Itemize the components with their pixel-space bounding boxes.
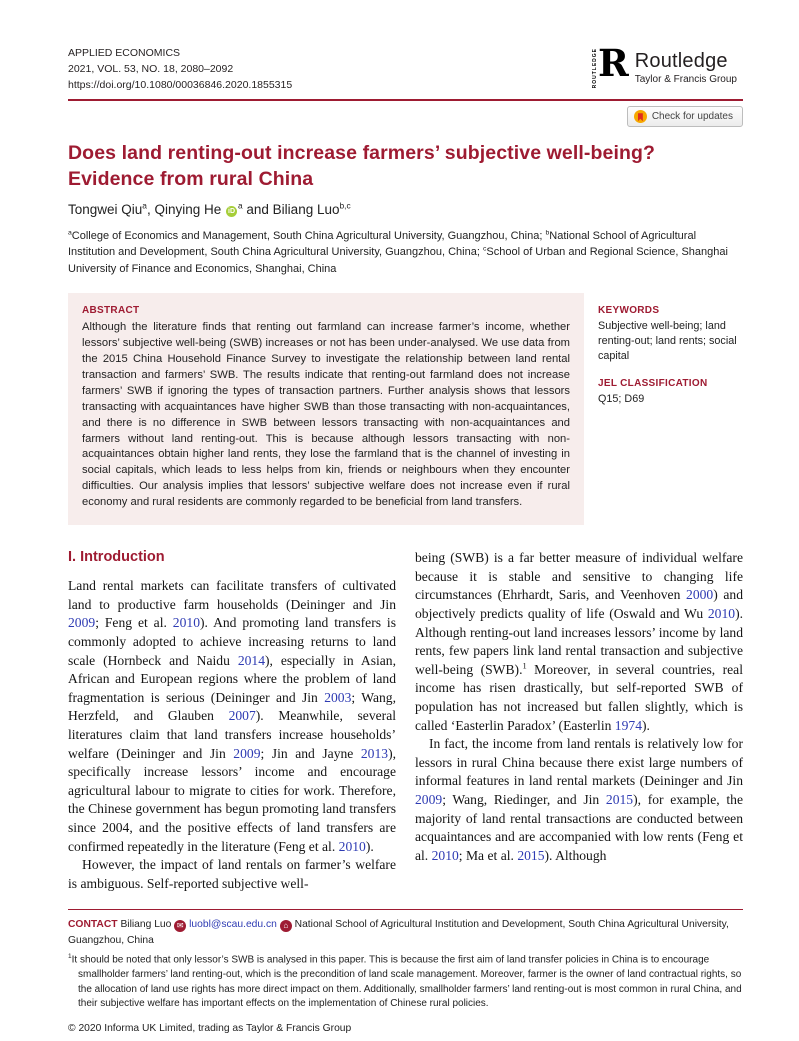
text-run: being (SWB) is a far better measure of individual welfare because it is stable and sensitive to changing life circumstances (Ehrhardt, Saris, and Veenhoven	[415, 550, 743, 603]
routledge-logo-text	[635, 46, 737, 85]
crossmark-icon	[634, 110, 647, 123]
citation-link[interactable]: 2009	[233, 745, 261, 761]
paragraph	[415, 549, 743, 735]
keywords-text: Subjective well-being; land renting-out; land rents; social capital	[598, 320, 737, 363]
check-for-updates-button[interactable]	[627, 106, 743, 127]
paragraph	[68, 577, 396, 856]
footer	[68, 917, 743, 1036]
superscript: c	[482, 245, 487, 253]
citation-link[interactable]: 2015	[517, 847, 545, 863]
routledge-vertical-text: ROUTLEDGE	[591, 48, 598, 89]
abstract-heading: ABSTRACT	[82, 305, 140, 317]
citation-link[interactable]: 2010	[707, 605, 736, 621]
text-run: ; Ma et al.	[458, 847, 518, 863]
text-run: ; Wang, Herzfeld, and Glauben	[68, 689, 397, 724]
text-run: ; Jin and Jayne	[260, 745, 361, 761]
routledge-logo-mark	[591, 41, 629, 89]
superscript: a	[142, 200, 147, 211]
publisher-name: Routledge	[634, 50, 728, 72]
text-run: ). And promoting land transfers is commonly adopted to achieve increasing returns to land scale (Hornbeck and Naidu	[68, 615, 396, 668]
text-run: National School of Agricultural Institution and Development, South China Agricultural University, Guangzhou, China;	[68, 229, 697, 259]
keywords-column	[598, 293, 743, 525]
author-line	[68, 202, 743, 217]
paragraph	[68, 856, 396, 893]
abstract-text: Although the literature finds that renting out farmland can increase farmer’s income, whether lessors’ subjective well-being (SWB) increases or not has been under-analysed. We use data from the 2015 China Household Finance Survey to investigate the relationship between land rental transaction and farmers’ SWB. The results indicate that renting-out farmland does not increase farmers’ SWB if ignoring the types of transaction partners. Further analysis shows that lessors transacting with acquaintances have higher SWB than those transacting with non-acquaintances, and there is no difference in SWB between lessors transacting with non-acquaintances and farmers without land renting-out. This is because although lessors transacting with non-acquaintances obtain higher land rents, they lose the farmland that is the channel of investing in social capitals, which leads to less helps from kin, friends or neighbours when they encounter difficulties. Our analysis implies that lessors’ subjective welfare does not increase even if rural economy and rural residents are commonly regarded to be beneficial from land transfers.	[82, 321, 570, 509]
contact-line	[68, 917, 743, 948]
text-run: School of Urban and Regional Science, Shanghai University of Finance and Economics, Shanghai, China	[68, 246, 728, 275]
citation-link[interactable]: 2010	[172, 615, 200, 631]
abstract-box	[68, 293, 584, 525]
text-run: Land rental markets can facilitate transfers of cultivated land to productive farm households (Deininger and Jin	[68, 578, 396, 612]
text-run: Moreover, in several countries, real income has risen drastically, but self-reported SWB of population has not increased but fallen slightly, which is called ‘Easterlin Paradox’ (Easterlin	[415, 661, 743, 733]
article-title: Does land renting-out increase farmers’ subjective well-being? Evidence from rural China	[68, 142, 656, 190]
header-divider	[68, 99, 743, 101]
text-run: and Biliang Luo	[242, 201, 340, 217]
journal-info	[68, 46, 292, 93]
contact-label: CONTACT	[68, 919, 118, 931]
text-run: ), for example, the majority of land rental transactions are conducted between acquaintances and are accompanied with low rents (Feng et al.	[415, 792, 743, 863]
superscript: b,c	[339, 200, 351, 211]
text-run: In fact, the income from land rentals is relatively low for lessors in rural China because there exist large numbers of informal features in land rental markets (Deininger and Jin	[415, 736, 743, 789]
jel-block	[598, 378, 743, 407]
footnote	[68, 952, 743, 1011]
citation-link[interactable]: 1974	[614, 717, 642, 733]
text-run: ; Feng et al.	[95, 615, 173, 631]
journal-header	[68, 41, 743, 93]
superscript: b	[545, 229, 550, 237]
text-run: However, the impact of land rentals on farmer’s welfare is ambiguous. Self-reported subjective well-	[68, 857, 396, 891]
check-for-updates-label: Check for updates	[651, 111, 733, 123]
check-updates-row	[68, 106, 743, 127]
text-run: ) and objectively predicts quality of life (Oswald and Wu	[415, 587, 743, 621]
right-column	[415, 549, 743, 893]
journal-issue-line: 2021, VOL. 53, NO. 18, 2080–2092	[68, 62, 234, 75]
right-column-paragraphs	[415, 549, 743, 865]
jel-text: Q15; D69	[598, 392, 645, 405]
text-run: Biliang Luo	[117, 919, 175, 931]
citation-link[interactable]: 2010	[338, 838, 366, 854]
section-heading-introduction: I. Introduction	[68, 549, 165, 566]
mail-icon: ✉	[174, 920, 186, 932]
footnote-text: It should be noted that only lessor’s SWB is analysed in this paper. This is because the first aim of land transfer policies in China is to encourage smallholder farmers’ land renting-out, which is the precondition of land scale management. Moreover, farmer is the owner of land contractual rights, so the allocation of land use rights has more direct impact on them. Additionally, smallholder farmers’ land renting-out is most common in rural China, and their subjective welfare has important effects on the implementation of Chinese rural policies.	[71, 954, 742, 1010]
citation-link[interactable]: 2013	[360, 745, 389, 761]
body-columns	[68, 549, 743, 893]
routledge-r-glyph: R	[597, 41, 629, 85]
publisher-group: Taylor & Francis Group	[634, 74, 737, 85]
text-run: ), especially in Asian, African and European regions where the problem of land fragmentation is serious (Deininger and Jin	[68, 652, 396, 705]
superscript: a	[238, 200, 243, 211]
citation-link[interactable]: 2010	[431, 847, 459, 863]
citation-link[interactable]: 2014	[237, 652, 266, 668]
citation-link[interactable]: 2003	[324, 689, 352, 705]
citation-link[interactable]: 2007	[228, 708, 256, 724]
jel-heading: JEL CLASSIFICATION	[598, 377, 708, 389]
doi-link[interactable]: https://doi.org/10.1080/00036846.2020.1855315	[68, 78, 293, 91]
text-run: , Qinying He	[146, 201, 225, 217]
citation-link[interactable]: 2015	[605, 792, 634, 808]
left-column	[68, 549, 396, 893]
journal-title: APPLIED ECONOMICS	[68, 47, 181, 59]
text-run: ).	[365, 838, 374, 854]
text-run: ). Meanwhile, several literatures claim that land transfers increase households’ welfare (Deininger and Jin	[68, 708, 397, 761]
affiliations	[68, 228, 743, 278]
email-link[interactable]: luobl@scau.edu.cn	[189, 919, 277, 931]
superscript: a	[68, 229, 72, 237]
citation-link[interactable]: 2009	[415, 792, 443, 808]
text-run: ).	[641, 717, 650, 733]
orcid-icon[interactable]: iD	[228, 207, 235, 215]
copyright-line: © 2020 Informa UK Limited, trading as Taylor & Francis Group	[68, 1022, 352, 1034]
text-run: ). Although	[544, 847, 607, 863]
superscript: 1	[522, 660, 527, 671]
abstract-row	[68, 293, 743, 525]
text-run: Tongwei Qiu	[68, 201, 143, 217]
text-run: ; Wang, Riedinger, and Jin	[442, 792, 606, 808]
left-column-paragraphs	[68, 577, 396, 893]
routledge-logo	[591, 41, 737, 89]
text-run: ). Although renting-out land increases lessors’ income by land rents, few papers link land rental transaction and subjective well-being (SWB).	[415, 605, 743, 677]
text-run: College of Economics and Management, South China Agricultural University, Guangzhou, China;	[71, 229, 546, 242]
paragraph	[415, 735, 743, 865]
text-run: ), specifically increase lessors’ income and encourage agricultural labour to migrate to cities for work. Therefore, the Chinese government has begun promoting land transfers since 2004, and the positive effects of land transfers are confirmed repeatedly in the literature (Feng et al.	[68, 745, 396, 854]
keywords-heading: KEYWORDS	[598, 305, 660, 317]
citation-link[interactable]: 2000	[686, 587, 714, 603]
footnote-marker: 1	[68, 953, 72, 961]
footer-divider	[68, 909, 743, 910]
address-icon: ⌂	[280, 920, 292, 932]
text-run: National School of Agricultural Institution and Development, South China Agricultural University, Guangzhou, China	[68, 919, 729, 946]
citation-link[interactable]: 2009	[68, 615, 96, 631]
